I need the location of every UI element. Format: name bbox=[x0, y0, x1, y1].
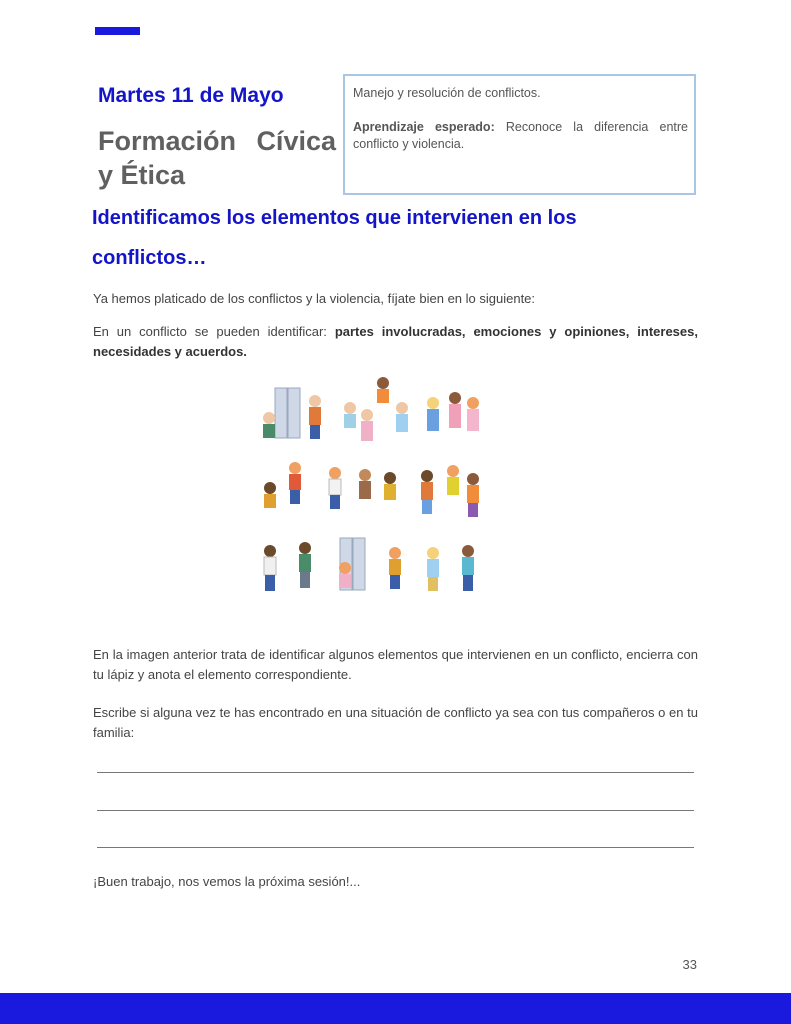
answer-line-1 bbox=[97, 772, 694, 773]
instruction-paragraph: En la imagen anterior trata de identificar algunos elementos que intervienen en un conflicto, encierra con tu lápiz y anota el elemento correspondiente. bbox=[93, 647, 698, 682]
bottom-accent-bar bbox=[0, 993, 791, 1024]
illustration-row-3 bbox=[264, 538, 474, 591]
answer-line-3 bbox=[97, 847, 694, 848]
elements-list: partes involucradas, emociones y opiniones, intereses, necesidades y acuerdos. bbox=[93, 324, 698, 359]
topic-text: Manejo y resolución de conflictos. bbox=[353, 86, 541, 100]
learning-outcome-label: Aprendizaje esperado: bbox=[353, 120, 495, 134]
subject-line-2: y Ética bbox=[98, 160, 186, 190]
page-number: 33 bbox=[682, 957, 697, 972]
subject-word-1: Formación bbox=[98, 126, 237, 156]
question-paragraph: Escribe si alguna vez te has encontrado en una situación de conflicto ya sea con tus compañeros o en tu familia: bbox=[93, 705, 698, 740]
illustration-row-1 bbox=[263, 377, 479, 441]
elements-paragraph bbox=[93, 322, 698, 362]
session-date: Martes 11 de Mayo bbox=[98, 84, 284, 107]
learning-info-box bbox=[343, 74, 696, 195]
section-heading: Identificamos los elementos que intervienen en los conflictos… bbox=[92, 207, 577, 269]
answer-line-2 bbox=[97, 810, 694, 811]
learning-outcome bbox=[353, 119, 688, 153]
subject-title bbox=[98, 124, 336, 192]
subject-word-2: Cívica bbox=[256, 126, 336, 156]
closing-message: ¡Buen trabajo, nos vemos la próxima sesión!... bbox=[93, 874, 361, 889]
children-conflict-illustration bbox=[255, 373, 485, 603]
top-accent-bar bbox=[95, 27, 140, 35]
illustration-row-2 bbox=[264, 462, 479, 517]
elements-lead: En un conflicto se pueden identificar: bbox=[93, 324, 335, 339]
intro-paragraph: Ya hemos platicado de los conflictos y la violencia, fíjate bien en lo siguiente: bbox=[93, 291, 536, 306]
learning-outcome-text: Reconoce la diferencia entre conflicto y violencia. bbox=[353, 120, 688, 151]
